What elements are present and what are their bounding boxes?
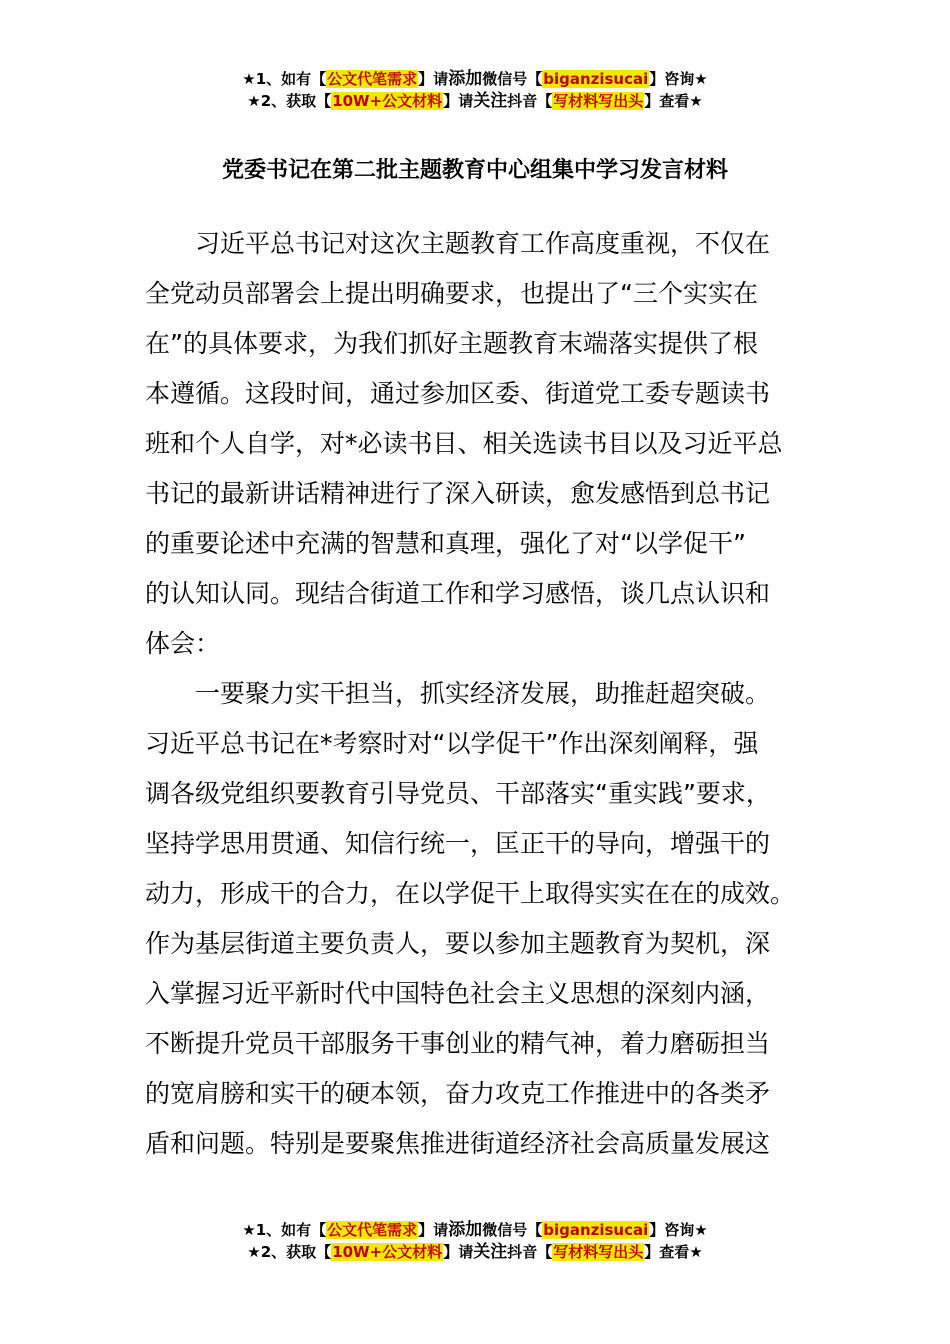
text-line: 在”的具体要求，为我们抓好主题教育末端落实提供了根	[145, 329, 758, 358]
banner-highlight: 公文代笔需求	[327, 1221, 418, 1239]
banner-emphasis: 关注	[473, 1242, 508, 1262]
banner-line-2	[0, 90, 950, 112]
banner-text: ★2、获取【	[247, 1243, 332, 1261]
banner-highlight: biganzisucai	[543, 70, 649, 88]
banner-text: 】请	[418, 70, 449, 88]
banner-text: ★2、获取【	[247, 92, 332, 110]
text-line: 书记的最新讲话精神进行了深入研读，愈发感悟到总书记	[145, 479, 771, 508]
text-line: 一要聚力实干担当，抓实经济发展，助推赶超突破。	[195, 679, 771, 708]
text-line: 习近平总书记在*考察时对“以学促干”作出深刻阐释，强	[145, 729, 759, 758]
banner-text: ★1、如有【	[242, 1221, 327, 1239]
text-line: 坚持学思用贯通、知信行统一，匡正干的导向，增强干的	[145, 829, 771, 858]
banner-emphasis: 添加	[448, 1220, 483, 1240]
banner-text: 】查看★	[644, 92, 703, 110]
banner-text: 】请	[443, 1243, 474, 1261]
text-line: 全党动员部署会上提出明确要求，也提出了“三个实实在	[145, 279, 758, 308]
text-line: 不断提升党员干部服务干事创业的精气神，着力磨砺担当	[145, 1029, 771, 1058]
banner-emphasis: 关注	[473, 91, 508, 111]
paragraph-2	[145, 669, 805, 1169]
banner-text: 抖音【	[507, 1243, 553, 1261]
text-line: 调各级党组织要教育引导党员、干部落实“重实践”要求，	[145, 779, 771, 808]
text-line: 的认知认同。现结合街道工作和学习感悟，谈几点认识和	[145, 579, 771, 608]
document-body	[145, 219, 805, 1169]
header-banner	[0, 68, 950, 112]
banner-highlight: 10W+公文材料	[332, 1243, 443, 1261]
paragraph-1	[145, 219, 805, 669]
text-line: 本遵循。这段时间，通过参加区委、街道党工委专题读书	[145, 379, 771, 408]
banner-highlight: 公文代笔需求	[327, 70, 418, 88]
text-line: 班和个人自学，对*必读书目、相关选读书目以及习近平总	[145, 429, 783, 458]
banner-highlight: 写材料写出头	[553, 1243, 644, 1261]
banner-text: 】查看★	[644, 1243, 703, 1261]
banner-emphasis: 添加	[448, 69, 483, 89]
banner-text: 】请	[443, 92, 474, 110]
banner-line-1	[0, 68, 950, 90]
banner-text: 】请	[418, 1221, 449, 1239]
banner-text: 】咨询★	[649, 70, 708, 88]
text-line: 的宽肩膀和实干的硬本领，奋力攻克工作推进中的各类矛	[145, 1079, 771, 1108]
text-line: 动力，形成干的合力，在以学促干上取得实实在在的成效。	[145, 879, 796, 908]
banner-highlight: 写材料写出头	[553, 92, 644, 110]
banner-text: ★1、如有【	[242, 70, 327, 88]
banner-line-1	[0, 1219, 950, 1241]
banner-text: 微信号【	[482, 1221, 543, 1239]
text-line: 体会：	[145, 629, 221, 658]
text-line: 习近平总书记对这次主题教育工作高度重视，不仅在	[195, 229, 771, 258]
document-title: 党委书记在第二批主题教育中心组集中学习发言材料	[221, 158, 728, 183]
text-line: 入掌握习近平新时代中国特色社会主义思想的深刻内涵，	[145, 979, 771, 1008]
text-line: 的重要论述中充满的智慧和真理，强化了对“以学促干”	[145, 529, 746, 558]
banner-highlight: biganzisucai	[543, 1221, 649, 1239]
banner-text: 抖音【	[507, 92, 553, 110]
banner-highlight: 10W+公文材料	[332, 92, 443, 110]
banner-line-2	[0, 1241, 950, 1263]
text-line: 作为基层街道主要负责人，要以参加主题教育为契机，深	[145, 929, 771, 958]
text-line: 盾和问题。特别是要聚焦推进街道经济社会高质量发展这	[145, 1129, 771, 1158]
banner-text: 】咨询★	[649, 1221, 708, 1239]
footer-banner	[0, 1219, 950, 1263]
banner-text: 微信号【	[482, 70, 543, 88]
